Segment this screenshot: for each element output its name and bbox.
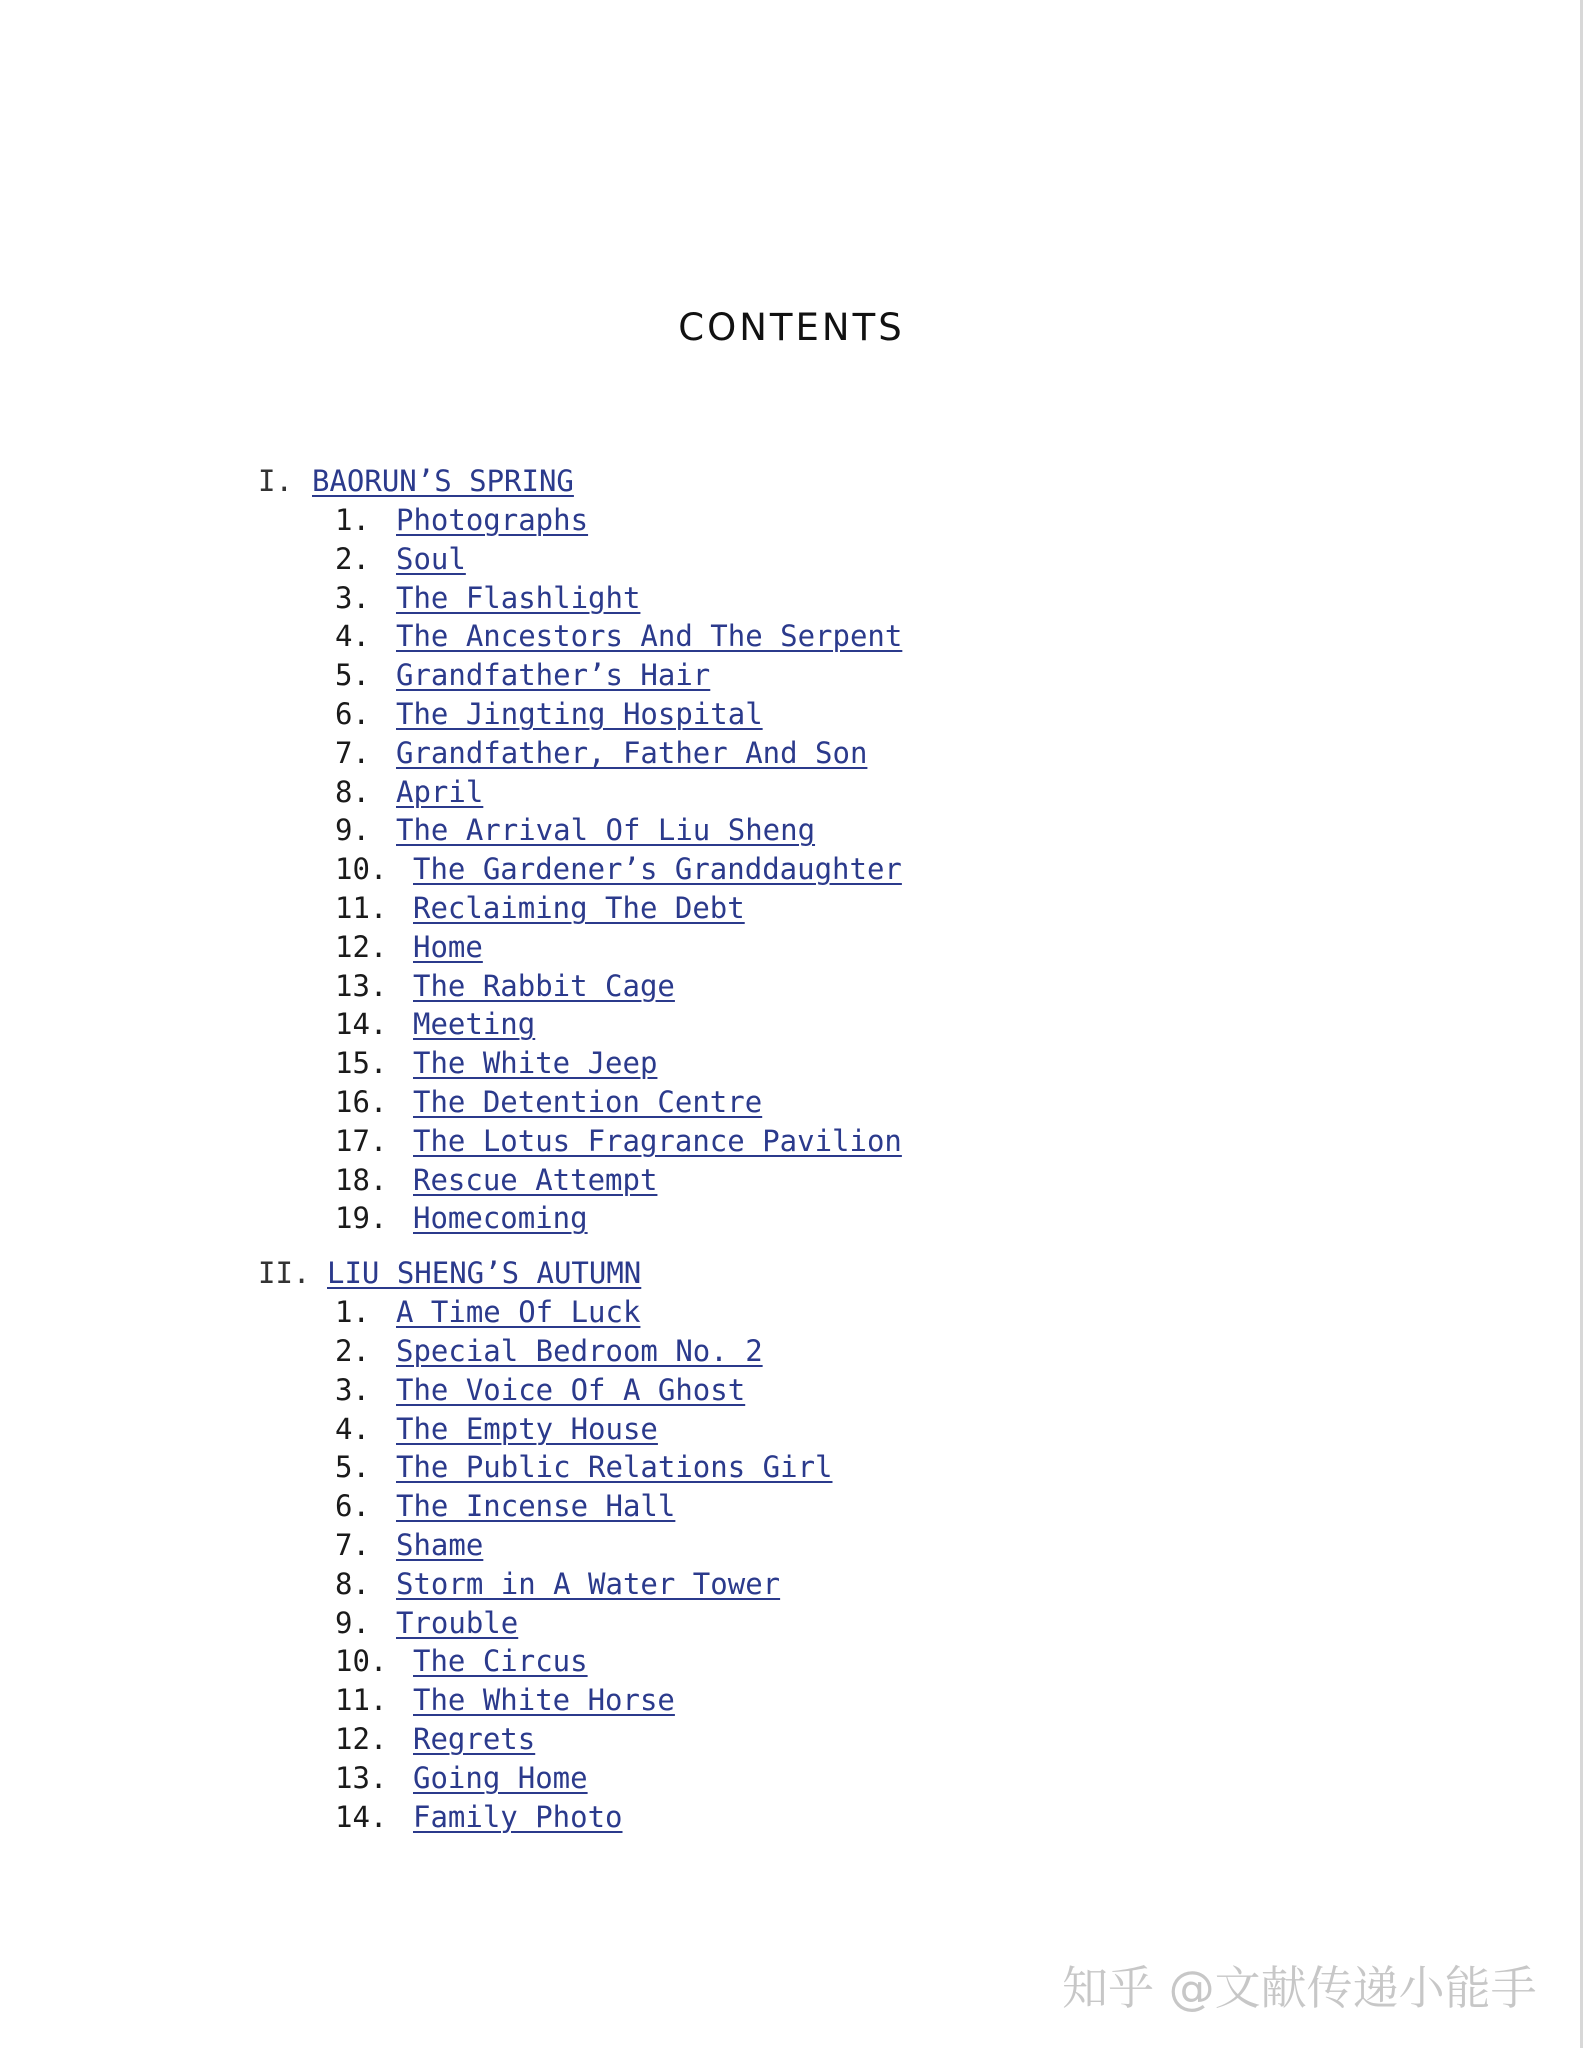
chapter-number: 11.: [335, 1683, 388, 1718]
chapter-link[interactable]: April: [396, 774, 484, 809]
chapter-number: 14.: [335, 1799, 388, 1834]
chapter-link[interactable]: Special Bedroom No. 2: [396, 1333, 763, 1368]
chapter-number: 14.: [335, 1007, 388, 1042]
chapter-item: [0, 1565, 1583, 1604]
part-title-link[interactable]: LIU SHENG’S AUTUMN: [327, 1256, 642, 1291]
chapter-item: [0, 1371, 1583, 1410]
chapter-link[interactable]: The Gardener’s Granddaughter: [413, 852, 902, 887]
part-2: [0, 1254, 1583, 1836]
chapter-link[interactable]: The White Horse: [413, 1683, 675, 1718]
chapter-number: 19.: [335, 1201, 388, 1236]
chapter-item: [0, 1526, 1583, 1565]
chapter-number: 17.: [335, 1123, 388, 1158]
chapter-link[interactable]: The Voice Of A Ghost: [396, 1372, 746, 1407]
chapter-link[interactable]: Reclaiming The Debt: [413, 890, 745, 925]
chapter-number: 15.: [335, 1046, 388, 1081]
chapter-link[interactable]: Storm in A Water Tower: [396, 1566, 781, 1601]
chapter-number: 8.: [335, 774, 370, 809]
chapter-number: 16.: [335, 1084, 388, 1119]
chapter-number: 3.: [335, 1372, 370, 1407]
chapter-number: 4.: [335, 1411, 370, 1446]
chapter-item: [0, 579, 1583, 618]
chapter-item: [0, 1487, 1583, 1526]
chapter-number: 1.: [335, 503, 370, 537]
chapter-item: [0, 850, 1583, 889]
chapter-item: [0, 1122, 1583, 1161]
chapter-link[interactable]: The Arrival Of Liu Sheng: [396, 813, 816, 848]
chapter-item: [0, 1293, 1583, 1332]
chapter-item: [0, 1199, 1583, 1238]
chapter-item: [0, 1161, 1583, 1200]
chapter-link[interactable]: The Empty House: [396, 1411, 658, 1446]
chapter-number: 12.: [335, 929, 388, 964]
chapter-number: 9.: [335, 813, 370, 848]
chapter-item: [0, 1759, 1583, 1798]
chapter-item: [0, 928, 1583, 967]
chapter-number: 13.: [335, 968, 388, 1003]
chapter-number: 7.: [335, 735, 370, 770]
chapter-list: [0, 1293, 1583, 1836]
chapter-number: 13.: [335, 1760, 388, 1795]
chapter-number: 11.: [335, 890, 388, 925]
chapter-link[interactable]: The Incense Hall: [396, 1489, 676, 1524]
chapter-list: [0, 501, 1583, 1238]
chapter-link[interactable]: Shame: [396, 1527, 484, 1562]
chapter-item: [0, 656, 1583, 695]
chapter-number: 3.: [335, 580, 370, 615]
chapter-number: 10.: [335, 852, 388, 887]
chapter-link[interactable]: The Ancestors And The Serpent: [396, 619, 903, 654]
chapter-item: [0, 1448, 1583, 1487]
chapter-number: 6.: [335, 1489, 370, 1524]
chapter-item: [0, 967, 1583, 1006]
chapter-link[interactable]: Photographs: [396, 503, 589, 537]
chapter-number: 12.: [335, 1721, 388, 1756]
chapter-item: [0, 811, 1583, 850]
chapter-item: [0, 773, 1583, 812]
part-1-heading: [0, 462, 1583, 501]
page-title: CONTENTS: [678, 306, 905, 349]
chapter-item: [0, 1005, 1583, 1044]
table-of-contents: [0, 462, 1583, 1852]
chapter-number: 6.: [335, 696, 370, 731]
chapter-item: [0, 1044, 1583, 1083]
chapter-link[interactable]: Meeting: [413, 1007, 536, 1042]
chapter-item: [0, 501, 1583, 540]
chapter-link[interactable]: The Public Relations Girl: [396, 1450, 833, 1485]
chapter-number: 18.: [335, 1162, 388, 1197]
chapter-link[interactable]: Grandfather’s Hair: [396, 658, 711, 693]
chapter-number: 5.: [335, 1450, 370, 1485]
chapter-number: 7.: [335, 1527, 370, 1562]
chapter-link[interactable]: Rescue Attempt: [413, 1162, 658, 1197]
chapter-link[interactable]: Regrets: [413, 1721, 536, 1756]
chapter-item: [0, 734, 1583, 773]
part-2-heading: [0, 1254, 1583, 1293]
chapter-link[interactable]: The Lotus Fragrance Pavilion: [413, 1123, 902, 1158]
chapter-item: [0, 1410, 1583, 1449]
chapter-link[interactable]: Family Photo: [413, 1799, 623, 1834]
chapter-number: 1.: [335, 1295, 370, 1330]
chapter-number: 4.: [335, 619, 370, 654]
chapter-link[interactable]: Going Home: [413, 1760, 588, 1795]
part-title-link[interactable]: BAORUN’S SPRING: [312, 464, 574, 498]
chapter-link[interactable]: Homecoming: [413, 1201, 588, 1236]
chapter-link[interactable]: The White Jeep: [413, 1046, 658, 1081]
chapter-number: 2.: [335, 1333, 370, 1368]
chapter-link[interactable]: The Rabbit Cage: [413, 968, 675, 1003]
chapter-item: [0, 1681, 1583, 1720]
chapter-link[interactable]: The Flashlight: [396, 580, 641, 615]
chapter-number: 9.: [335, 1605, 370, 1640]
chapter-link[interactable]: The Detention Centre: [413, 1084, 763, 1119]
part-numeral: I.: [258, 464, 293, 498]
chapter-number: 10.: [335, 1644, 388, 1679]
chapter-link[interactable]: Grandfather, Father And Son: [396, 735, 868, 770]
chapter-item: [0, 889, 1583, 928]
chapter-link[interactable]: Soul: [396, 541, 466, 576]
chapter-item: [0, 695, 1583, 734]
chapter-number: 5.: [335, 658, 370, 693]
chapter-link[interactable]: The Jingting Hospital: [396, 696, 763, 731]
chapter-number: 8.: [335, 1566, 370, 1601]
chapter-item: [0, 540, 1583, 579]
chapter-item: [0, 1332, 1583, 1371]
chapter-link[interactable]: The Circus: [413, 1644, 588, 1679]
chapter-item: [0, 1642, 1583, 1681]
chapter-number: 2.: [335, 541, 370, 576]
chapter-item: [0, 1798, 1583, 1837]
part-numeral: II.: [258, 1256, 311, 1291]
chapter-item: [0, 1604, 1583, 1643]
chapter-item: [0, 1720, 1583, 1759]
chapter-item: [0, 1083, 1583, 1122]
chapter-link[interactable]: Home: [413, 929, 483, 964]
watermark: 知乎 @文献传递小能手: [1062, 1961, 1537, 2015]
chapter-item: [0, 617, 1583, 656]
part-1: [0, 462, 1583, 1238]
chapter-link[interactable]: A Time Of Luck: [396, 1295, 641, 1330]
chapter-link[interactable]: Trouble: [396, 1605, 519, 1640]
